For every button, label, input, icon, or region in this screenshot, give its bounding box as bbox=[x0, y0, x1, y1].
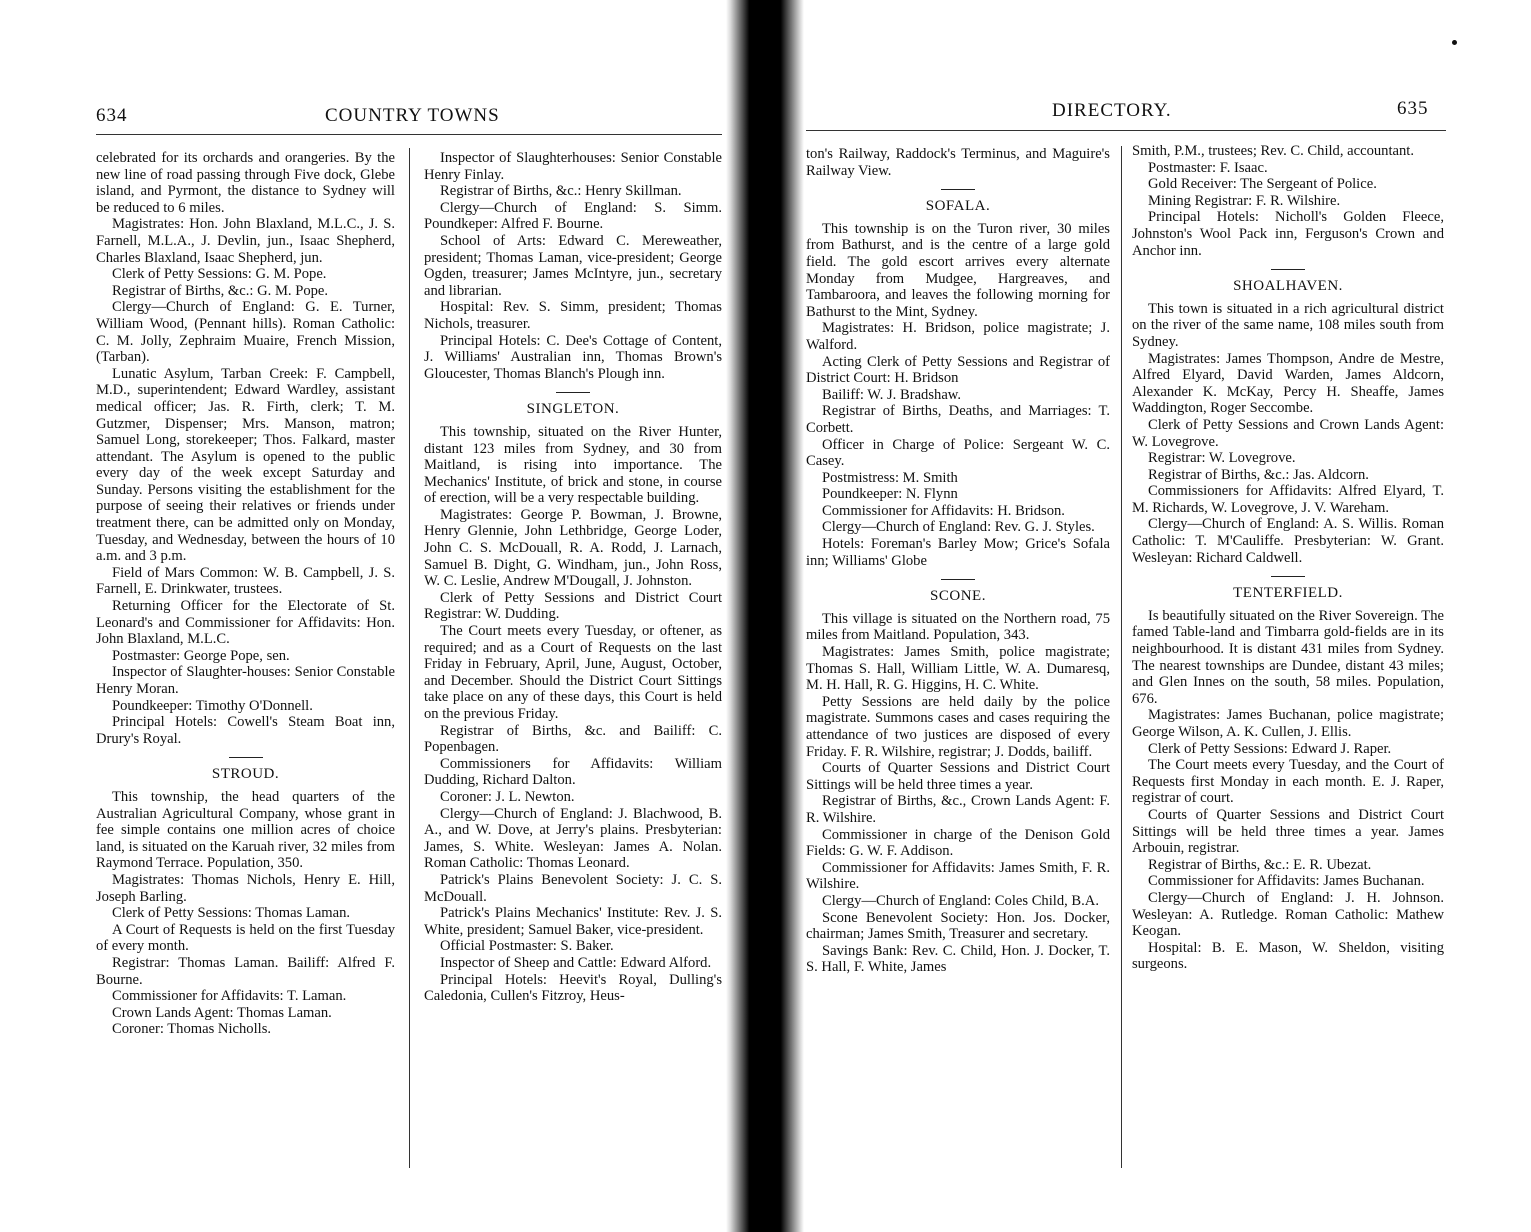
directory-entry: Commissioners for Affidavits: Alfred Elyard, T. M. Richards, W. Lovegrove, J. V. Wareham. bbox=[1132, 483, 1444, 516]
section-heading: SHOALHAVEN. bbox=[1233, 278, 1343, 295]
directory-entry: Magistrates: Thomas Nichols, Henry E. Hill, Joseph Barling. bbox=[96, 871, 395, 905]
directory-entry: A Court of Requests is held on the first Tuesday of every month. bbox=[96, 921, 395, 955]
section-rule bbox=[556, 392, 590, 393]
running-header-left: COUNTRY TOWNS bbox=[325, 105, 500, 126]
directory-entry: Registrar: Thomas Laman. Bailiff: Alfred F. Bourne. bbox=[96, 954, 395, 988]
section-heading: SOFALA. bbox=[925, 198, 991, 215]
directory-entry: Magistrates: James Buchanan, police magistrate; George Wilson, A. K. Cullen, J. Ellis. bbox=[1132, 707, 1444, 740]
directory-entry: Clergy—Church of England: Rev. G. J. Styles. bbox=[822, 519, 1095, 536]
directory-entry: Poundkeeper: Timothy O'Donnell. bbox=[112, 697, 313, 714]
section-heading: STROUD. bbox=[211, 766, 280, 783]
directory-entry: Lunatic Asylum, Tarban Creek: F. Campbell, M.D., superintendent; Edward Wardley, assistant medical officer; Jas. R. Firth, clerk; T. M. Gutzmer, Dispenser; Mrs. Manson, matron; Samuel Long, storekeeper; Thos. Falkard, master attendant. The Asylum is opened to the public every day of the week except Saturday and Sunday. Persons visiting the establishment for the purpose of seeing their relatives or friends under treatment there, can be admitted only on Monday, Tuesday, and Wednesday, between the hours of 10 a.m. and 3 p.m. bbox=[96, 365, 395, 565]
directory-entry: Principal Hotels: C. Dee's Cottage of Content, J. Williams' Australian inn, Thomas Brown's Gloucester, Thomas Blanch's Plough inn. bbox=[424, 332, 722, 382]
directory-entry: Inspector of Slaughter-houses: Senior Constable Henry Moran. bbox=[96, 664, 395, 697]
directory-entry: Principal Hotels: Nicholl's Golden Fleece, Johnston's Wool Pack inn, Ferguson's Crown and Anchor inn. bbox=[1132, 209, 1444, 259]
directory-entry: Smith, P.M., trustees; Rev. C. Child, accountant. bbox=[1132, 143, 1414, 159]
directory-entry: Postmaster: George Pope, sen. bbox=[112, 647, 290, 664]
directory-entry: Petty Sessions are held daily by the police magistrate. Summons cases and cases requiring the attendance of two justices are disposed of every Friday. F. R. Wilshire, registrar; J. Dodds, bailiff. bbox=[806, 693, 1110, 760]
directory-entry: Gold Receiver: The Sergeant of Police. bbox=[1148, 176, 1377, 193]
directory-entry: Coroner: J. L. Newton. bbox=[440, 788, 575, 805]
directory-entry: Registrar of Births, Deaths, and Marriages: T. Corbett. bbox=[806, 403, 1110, 436]
directory-entry: Is beautifully situated on the River Sovereign. The famed Table-land and Timbarra gold-fields are in its neighbourhood. It is distant 431 miles from Sydney. The nearest townships are Dundee, distant 43 miles; and Glen Innes on the south, 58 miles. Population, 676. bbox=[1132, 607, 1444, 707]
directory-entry: Registrar: W. Lovegrove. bbox=[1148, 450, 1296, 467]
directory-entry: Clerk of Petty Sessions and District Court Registrar: W. Dudding. bbox=[424, 589, 722, 623]
directory-entry: Registrar of Births, &c., Crown Lands Agent: F. R. Wilshire. bbox=[806, 793, 1110, 826]
directory-entry: Magistrates: George P. Bowman, J. Browne, Henry Glennie, John Lethbridge, George Loder, John C. S. McDouall, R. A. Rodd, J. Larnach, Samuel B. Dight, G. Windham, jun., John Ross, W. C. Leslie, Andrew M'Dougall, J. Johnston. bbox=[424, 506, 722, 590]
directory-entry: Hospital: B. E. Mason, W. Sheldon, visiting surgeons. bbox=[1132, 939, 1444, 973]
directory-entry: This town is situated in a rich agricultural district on the river of the same name, 108 miles south from Sydney. bbox=[1132, 300, 1444, 350]
directory-entry: Registrar of Births, &c.: Henry Skillman. bbox=[440, 183, 682, 200]
directory-entry: This village is situated on the Northern road, 75 miles from Maitland. Population, 343. bbox=[806, 610, 1110, 644]
directory-entry: Courts of Quarter Sessions and District Court Sittings will be held three times a year. James Arbouin, registrar. bbox=[1132, 806, 1444, 857]
directory-entry: Magistrates: James Smith, police magistrate; Thomas S. Hall, William Little, W. A. Dumaresq, M. H. Hall, R. G. Higgins, H. C. White. bbox=[806, 644, 1110, 694]
directory-entry: This township, situated on the River Hunter, distant 123 miles from Sydney, and 30 from Maitland, is rising into importance. The Mechanics' Institute, of brick and stone, in course of erection, will be a very respectable building. bbox=[424, 423, 722, 507]
directory-entry: Hotels: Foreman's Barley Mow; Grice's Sofala inn; Williams' Globe bbox=[806, 536, 1110, 569]
section-rule bbox=[941, 189, 975, 190]
directory-entry: celebrated for its orchards and orangeries. By the new line of road passing through Five dock, Glebe island, and Pyrmont, the distance to Sydney will be reduced to 6 miles. bbox=[96, 150, 395, 216]
directory-entry: School of Arts: Edward C. Mereweather, president; Thomas Laman, vice-president; George Ogden, treasurer; James McIntyre, jun., secretary and librarian. bbox=[424, 232, 722, 299]
column-divider-left bbox=[409, 148, 410, 1168]
book-gutter bbox=[726, 0, 804, 1232]
directory-entry: Commissioners for Affidavits: William Dudding, Richard Dalton. bbox=[424, 755, 722, 789]
directory-entry: Commissioner for Affidavits: James Smith, F. R. Wilshire. bbox=[806, 859, 1110, 893]
directory-entry: Officer in Charge of Police: Sergeant W. C. Casey. bbox=[806, 436, 1110, 470]
directory-entry: Poundkeeper: N. Flynn bbox=[822, 486, 958, 503]
directory-entry: Clergy—Church of England: A. S. Willis. Roman Catholic: T. M'Cauliffe. Presbyterian: W. Grant. Wesleyan: Richard Caldwell. bbox=[1132, 516, 1444, 566]
directory-entry: Field of Mars Common: W. B. Campbell, J. S. Farnell, E. Drinkwater, trustees. bbox=[96, 564, 395, 598]
directory-entry: Principal Hotels: Cowell's Steam Boat inn, Drury's Royal. bbox=[96, 714, 395, 747]
directory-entry: Mining Registrar: F. R. Wilshire. bbox=[1148, 192, 1341, 209]
section-heading: SINGLETON. bbox=[526, 401, 620, 418]
column-4 bbox=[1132, 143, 1444, 973]
directory-entry: This township is on the Turon river, 30 miles from Bathurst, and is the centre of a large gold field. The gold escort arrives every alternate Monday from Mudgee, Hargreaves, and Tambaroora, and leaves the following morning for Bathurst to the Mint, Sydney. bbox=[806, 220, 1110, 320]
directory-entry: Postmaster: F. Isaac. bbox=[1148, 159, 1268, 176]
directory-entry: The Court meets every Tuesday, or oftener, as required; and as a Court of Requests on the last Friday in February, April, June, August, October, and December. Should the District Court Sittings take place on any of these days, this Court is held on the previous Friday. bbox=[424, 623, 722, 722]
directory-entry: Scone Benevolent Society: Hon. Jos. Docker, chairman; James Smith, Treasurer and secretary. bbox=[806, 909, 1110, 943]
directory-entry: Commissioner for Affidavits: T. Laman. bbox=[112, 988, 347, 1005]
directory-entry: Commissioner for Affidavits: H. Bridson. bbox=[822, 502, 1065, 519]
directory-entry: Inspector of Sheep and Cattle: Edward Alford. bbox=[440, 954, 712, 971]
directory-entry: Clergy—Church of England: J. Blachwood, B. A., and W. Dove, at Jerry's plains. Presbyterian: James, S. White. Wesleyan: James A. Nolan. Roman Catholic: Thomas Leonard. bbox=[424, 805, 722, 872]
directory-entry: Commissioner in charge of the Denison Gold Fields: G. W. F. Addison. bbox=[806, 826, 1110, 860]
section-heading: TENTERFIELD. bbox=[1233, 585, 1343, 602]
directory-entry: Magistrates: H. Bridson, police magistrate; J. Walford. bbox=[806, 320, 1110, 353]
directory-entry: Clergy—Church of England: Coles Child, B.A. bbox=[822, 892, 1099, 909]
directory-entry: The Court meets every Tuesday, and the Court of Requests first Monday in each month. E. J. Raper, registrar of court. bbox=[1132, 757, 1444, 807]
directory-entry: Clerk of Petty Sessions: G. M. Pope. bbox=[112, 266, 327, 283]
directory-entry: Patrick's Plains Benevolent Society: J. C. S. McDouall. bbox=[424, 871, 722, 905]
directory-entry: Clerk of Petty Sessions and Crown Lands Agent: W. Lovegrove. bbox=[1132, 416, 1444, 450]
header-rule-right bbox=[806, 130, 1446, 131]
directory-entry: ton's Railway, Raddock's Terminus, and Maguire's Railway View. bbox=[806, 146, 1110, 179]
directory-entry: Clergy—Church of England: J. H. Johnson. Wesleyan: A. Rutledge. Roman Catholic: Mathew Keogan. bbox=[1132, 889, 1444, 940]
section-rule bbox=[1271, 269, 1305, 270]
directory-entry: Official Postmaster: S. Baker. bbox=[440, 938, 614, 955]
directory-entry: Clerk of Petty Sessions: Thomas Laman. bbox=[112, 905, 351, 922]
header-rule-left bbox=[96, 134, 722, 135]
directory-entry: Hospital: Rev. S. Simm, president; Thomas Nichols, treasurer. bbox=[424, 299, 722, 332]
running-header-right: DIRECTORY. bbox=[1052, 100, 1172, 121]
directory-entry: Courts of Quarter Sessions and District Court Sittings will be held three times a year. bbox=[806, 760, 1110, 793]
section-rule bbox=[941, 579, 975, 580]
directory-entry: Clergy—Church of England: G. E. Turner, William Wood, (Pennant hills). Roman Catholic: C. M. Jolly, Zephraim Muaire, French Mission, (Tarban). bbox=[96, 299, 395, 366]
directory-entry: Postmistress: M. Smith bbox=[822, 469, 958, 486]
directory-entry: Acting Clerk of Petty Sessions and Registrar of District Court: H. Bridson bbox=[806, 353, 1110, 387]
directory-entry: Magistrates: Hon. John Blaxland, M.L.C., J. S. Farnell, M.L.A., J. Devlin, jun., Isaac Shepherd, Charles Blaxland, Isaac Shepherd, jun. bbox=[96, 216, 395, 266]
column-1 bbox=[96, 150, 395, 1038]
directory-entry: Commissioner for Affidavits: James Buchanan. bbox=[1148, 873, 1425, 890]
directory-entry: Clergy—Church of England: S. Simm. Poundkeper: Alfred F. Bourne. bbox=[424, 199, 722, 233]
directory-entry: Clerk of Petty Sessions: Edward J. Raper. bbox=[1148, 740, 1392, 757]
page-number-left: 634 bbox=[96, 105, 128, 126]
directory-entry: Returning Officer for the Electorate of St. Leonard's and Commissioner for Affidavits: Hon. John Blaxland, M.L.C. bbox=[96, 598, 395, 648]
directory-entry: Bailiff: W. J. Bradshaw. bbox=[822, 386, 962, 403]
directory-entry: Crown Lands Agent: Thomas Laman. bbox=[112, 1004, 332, 1021]
directory-entry: Registrar of Births, &c. and Bailiff: C. Popenbagen. bbox=[424, 722, 722, 756]
column-2 bbox=[424, 150, 722, 1005]
directory-entry: Registrar of Births, &c.: E. R. Ubezat. bbox=[1148, 856, 1372, 873]
directory-entry: Coroner: Thomas Nicholls. bbox=[112, 1021, 272, 1038]
directory-entry: Magistrates: James Thompson, Andre de Mestre, Alfred Elyard, David Warden, James Aldcorn, Alexander K. McKay, Percy H. Sheaffe, James Waddington, Roger Seccombe. bbox=[1132, 350, 1444, 417]
section-rule bbox=[1271, 576, 1305, 577]
speck-mark bbox=[1452, 40, 1457, 45]
section-rule bbox=[229, 757, 263, 758]
directory-entry: Principal Hotels: Heevit's Royal, Dulling's Caledonia, Cullen's Fitzroy, Heus- bbox=[424, 971, 722, 1005]
page-number-right: 635 bbox=[1397, 98, 1429, 119]
directory-entry: Savings Bank: Rev. C. Child, Hon. J. Docker, T. S. Hall, F. White, James bbox=[806, 942, 1110, 976]
directory-entry: Registrar of Births, &c.: G. M. Pope. bbox=[112, 282, 329, 299]
column-divider-right bbox=[1121, 146, 1122, 1168]
section-heading: SCONE. bbox=[930, 588, 986, 605]
column-3 bbox=[806, 146, 1110, 976]
directory-entry: Patrick's Plains Mechanics' Institute: Rev. J. S. White, president; Samuel Baker, vice-president. bbox=[424, 905, 722, 938]
directory-entry: Registrar of Births, &c.: Jas. Aldcorn. bbox=[1148, 466, 1369, 483]
directory-entry: Inspector of Slaughterhouses: Senior Constable Henry Finlay. bbox=[424, 150, 722, 183]
directory-entry: This township, the head quarters of the Australian Agricultural Company, whose grant in fee simple contains one million acres of choice land, is situated on the Karuah river, 32 miles from Raymond Terrace. Population, 350. bbox=[96, 788, 395, 872]
